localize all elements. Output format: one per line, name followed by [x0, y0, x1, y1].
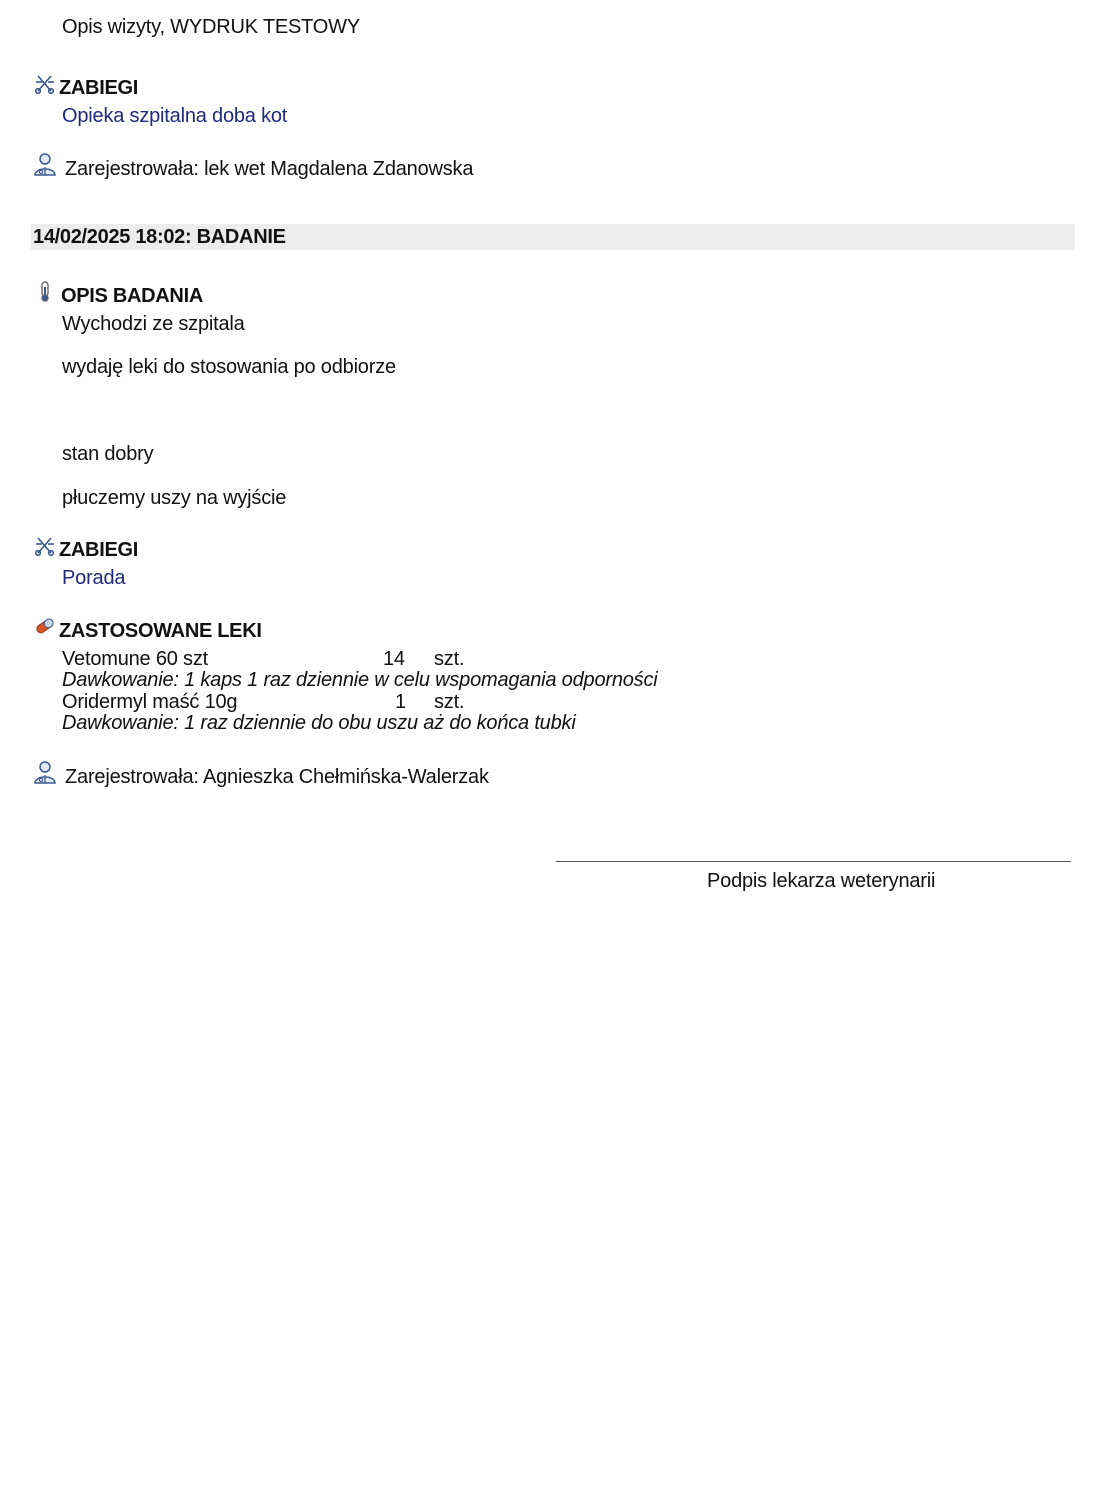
visit-description-line: Opis wizyty, WYDRUK TESTOWY	[62, 16, 360, 38]
registered-by: Zarejestrowała: Agnieszka Chełmińska-Walerzak	[65, 766, 489, 788]
drug-dosage: Dawkowanie: 1 raz dziennie do obu uszu aż do końca tubki	[62, 712, 576, 734]
signature-label: Podpis lekarza weterynarii	[707, 870, 936, 892]
thermometer-icon	[38, 281, 52, 303]
drug-name: Oridermyl maść 10g	[62, 691, 238, 713]
procedures-header: ZABIEGI	[59, 77, 139, 99]
drug-unit: szt.	[434, 691, 465, 713]
signature-line	[556, 861, 1071, 862]
drug-quantity: 1	[395, 691, 406, 713]
scissors-icon	[34, 73, 56, 95]
exam-line: stan dobry	[62, 443, 154, 465]
drug-dosage: Dawkowanie: 1 kaps 1 raz dziennie w celu wspomagania odporności	[62, 669, 658, 691]
exam-line: Wychodzi ze szpitala	[62, 313, 245, 335]
user-icon	[33, 152, 59, 178]
user-icon	[33, 760, 59, 786]
scissors-icon	[34, 535, 56, 557]
visit-title: 14/02/2025 18:02: BADANIE	[33, 226, 286, 248]
procedure-item: Opieka szpitalna doba kot	[62, 105, 288, 127]
drug-unit: szt.	[434, 648, 465, 670]
registered-by: Zarejestrowała: lek wet Magdalena Zdanowska	[65, 158, 474, 180]
procedures-header: ZABIEGI	[59, 539, 139, 561]
drugs-header: ZASTOSOWANE LEKI	[59, 620, 262, 642]
visit-header-bar	[31, 224, 1075, 250]
exam-header: OPIS BADANIA	[61, 285, 203, 307]
drug-quantity: 14	[383, 648, 405, 670]
pill-icon	[34, 616, 56, 636]
drug-name: Vetomune 60 szt	[62, 648, 208, 670]
procedure-item: Porada	[62, 567, 126, 589]
exam-line: płuczemy uszy na wyjście	[62, 487, 287, 509]
exam-line: wydaję leki do stosowania po odbiorze	[62, 356, 396, 378]
